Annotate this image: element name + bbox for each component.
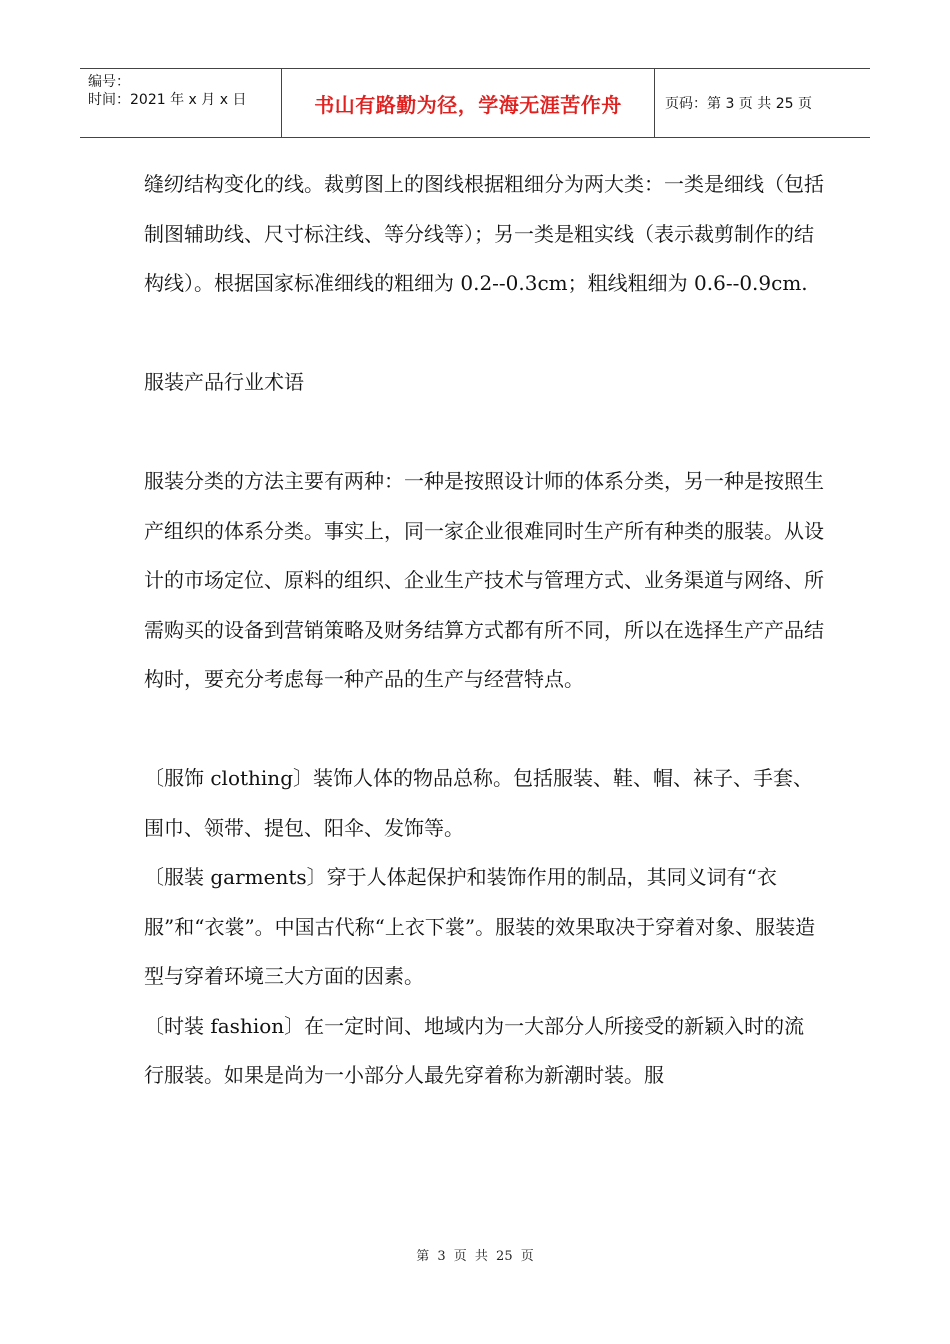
term-fashion: 〔时装 fashion〕在一定时间、地域内为一大部分人所接受的新颖入时的流行服装。如果是尚为一小部分人最先穿着称为新潮时装。服 [144,1013,805,1087]
header-page-info: 页码：第 3 页 共 25 页 [665,96,812,112]
header-page-cell [655,69,870,137]
paragraph-line-types: 缝纫结构变化的线。裁剪图上的图线根据粗细分为两大类：一类是细线（包括制图辅助线、尺寸标注线、等分线等）；另一类是粗实线（表示裁剪制作的结构线）。根据国家标准细线的粗细为 0.2--0.3cm；粗线粗细为 0.6--0.9cm. [144,172,824,295]
page-footer: 第 3 页 共 25 页 [416,1249,534,1264]
paragraph-classification: 服装分类的方法主要有两种：一种是按照设计师的体系分类，另一种是按照生产组织的体系分类。事实上，同一家企业很难同时生产所有种类的服装。从设计的市场定位、原料的组织、企业生产技术与管理方式、业务渠道与网络、所需购买的设备到营销策略及财务结算方式都有所不同，所以在选择生产产品结构时，要充分考虑每一种产品的生产与经营特点。 [144,469,824,691]
document-body [144,160,824,1101]
header-motto-cell [282,69,655,137]
header-meta [80,69,282,137]
document-number-label: 编号： [88,74,130,90]
page-header [80,68,870,138]
term-garments: 〔服装 garments〕穿于人体起保护和装饰作用的制品，其同义词有“衣服”和“衣裳”。中国古代称“上衣下裳”。服装的效果取决于穿着对象、服装造型与穿着环境三大方面的因素。 [144,865,816,988]
spacer [144,309,824,359]
spacer [144,705,824,755]
term-clothing: 〔服饰 clothing〕装饰人体的物品总称。包括服装、鞋、帽、袜子、手套、围巾、领带、提包、阳伞、发饰等。 [144,766,813,840]
section-heading: 服装产品行业术语 [144,370,304,394]
header-motto: 书山有路勤为径，学海无涯苦作舟 [314,92,622,117]
document-date: 时间：2021 年 x 月 x 日 [88,92,247,108]
spacer [144,408,824,458]
